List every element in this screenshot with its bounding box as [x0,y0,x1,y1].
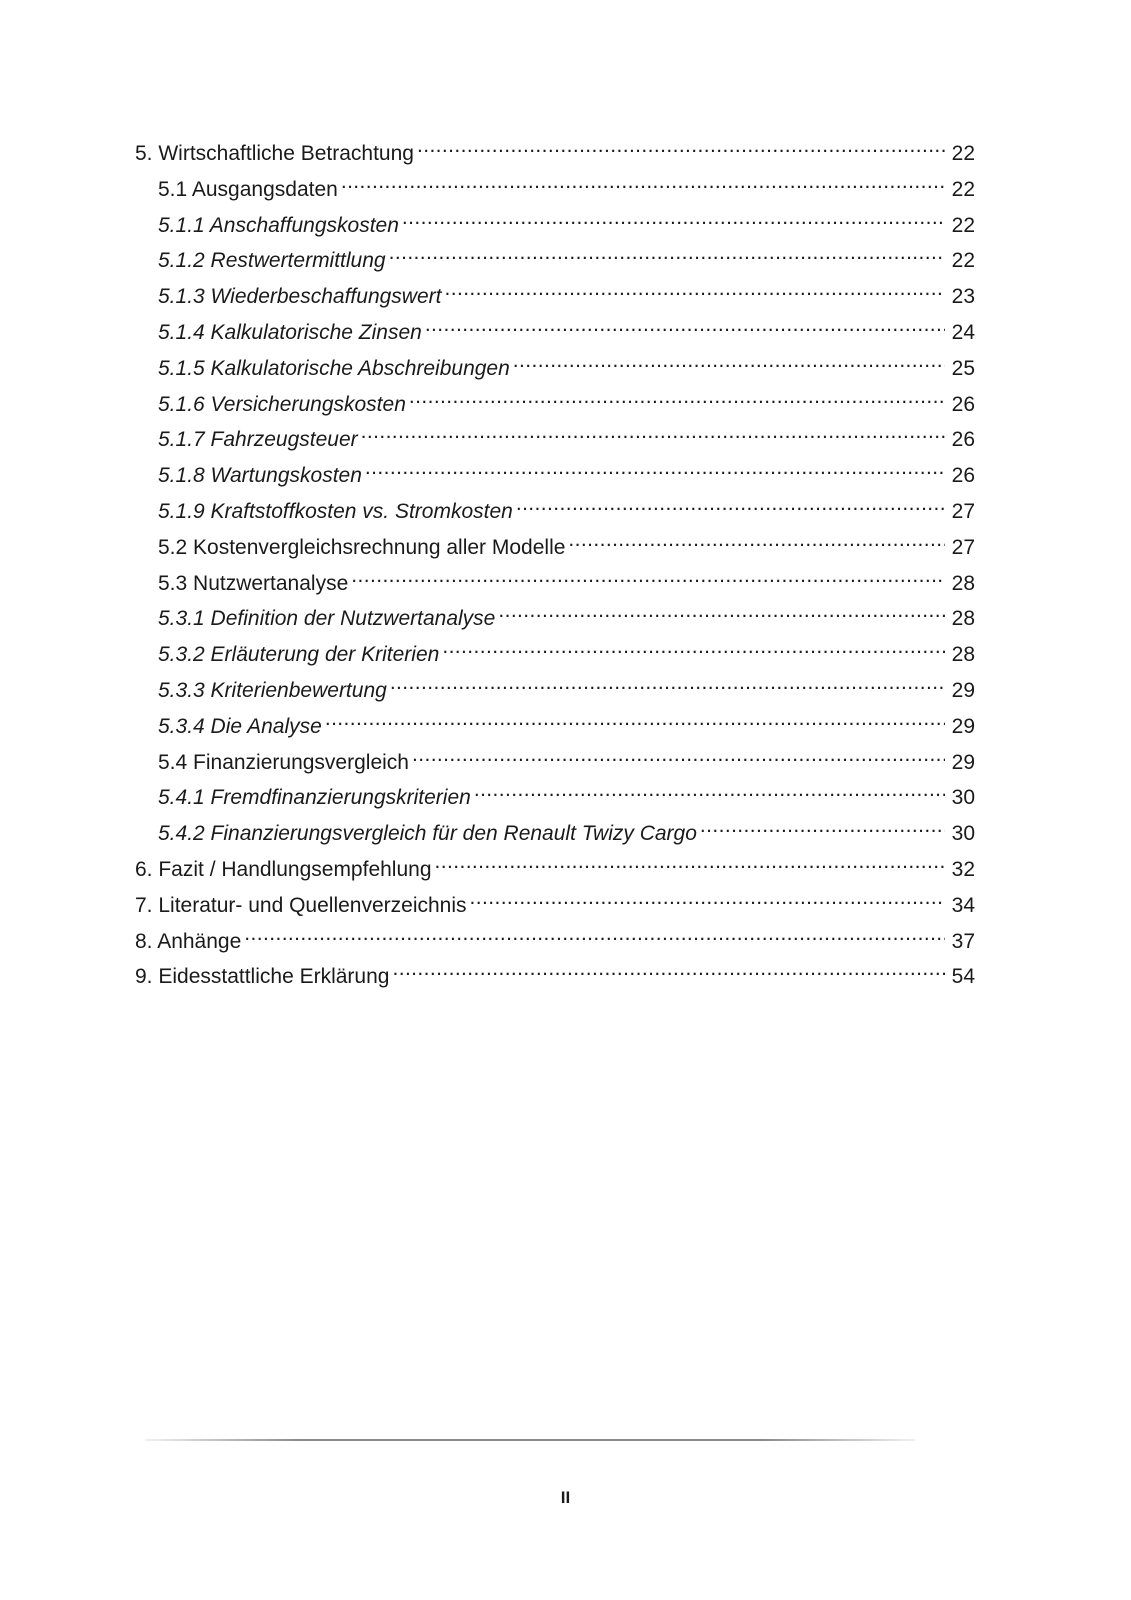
toc-leader-dots [435,848,945,876]
toc-leader-dots [409,383,945,411]
toc-entry-page: 24 [951,320,975,344]
toc-entry[interactable] [135,669,975,705]
toc-leader-dots [325,705,945,733]
toc-entry[interactable] [135,633,975,669]
toc-entry[interactable] [135,311,975,347]
toc-entry-label: 5.2 Kostenvergleichsrechnung aller Modelle [158,535,566,559]
toc-entry[interactable] [135,454,975,490]
toc-entry-label: 5.4.1 Fremdfinanzierungskriterien [158,786,471,810]
toc-entry-page: 30 [951,786,975,810]
toc-entry-label: 5.3.2 Erläuterung der Kriterien [158,643,440,667]
toc-entry[interactable] [135,776,975,812]
toc-entry-label: 5.4.2 Finanzierungsvergleich für den Renault Twizy Cargo [158,822,697,846]
page-number: II [560,1488,571,1507]
toc-leader-dots [341,168,945,196]
toc-leader-dots [392,955,945,983]
footer-divider [145,1439,915,1441]
toc-entry-page: 26 [951,464,975,488]
toc-entry-label: 5.1.7 Fahrzeugsteuer [158,428,358,452]
toc-entry[interactable] [135,597,975,633]
toc-entry-page: 26 [951,428,975,452]
toc-entry-page: 27 [951,499,975,523]
toc-entry-page: 29 [951,678,975,702]
toc-entry-page: 28 [951,607,975,631]
toc-entry-label: 7. Literatur- und Quellenverzeichnis [135,893,467,917]
toc-entry[interactable] [135,955,975,991]
toc-entry-label: 5.3.4 Die Analyse [158,714,322,738]
toc-entry-label: 5.1.8 Wartungskosten [158,464,362,488]
toc-leader-dots [361,418,945,446]
toc-leader-dots [390,669,945,697]
toc-entry-page: 29 [951,714,975,738]
toc-leader-dots [425,311,945,339]
toc-leader-dots [470,884,945,912]
toc-entry-page: 29 [951,750,975,774]
toc-entry-page: 22 [951,177,975,201]
toc-entry[interactable] [135,741,975,777]
toc-leader-dots [412,741,945,769]
toc-leader-dots [351,562,945,590]
toc-entry-page: 28 [951,571,975,595]
toc-entry-label: 8. Anhänge [135,929,242,953]
toc-entry-label: 5.1.3 Wiederbeschaffungswert [158,285,442,309]
toc-entry-label: 9. Eidesstattliche Erklärung [135,965,390,989]
toc-entry-page: 25 [951,356,975,380]
toc-leader-dots [516,490,945,518]
toc-leader-dots [498,597,945,625]
toc-entry[interactable] [135,884,975,920]
toc-entry[interactable] [135,347,975,383]
toc-entry-label: 5.1.2 Restwertermittlung [158,249,386,273]
toc-entry-label: 5.3.3 Kriterienbewertung [158,678,387,702]
toc-entry[interactable] [135,383,975,419]
toc-leader-dots [442,633,945,661]
toc-leader-dots [402,204,945,232]
toc-entry[interactable] [135,526,975,562]
toc-entry-page: 32 [951,857,975,881]
toc-entry-page: 22 [951,142,975,165]
toc-leader-dots [389,239,945,267]
toc-entry-label: 5.1.5 Kalkulatorische Abschreibungen [158,356,510,380]
toc-entry[interactable] [135,705,975,741]
toc-entry-page: 27 [951,535,975,559]
toc-leader-dots [474,776,945,804]
toc-entry[interactable] [135,239,975,275]
toc-entry-page: 26 [951,392,975,416]
toc-entry-label: 5.3 Nutzwertanalyse [158,571,349,595]
toc-entry[interactable] [135,848,975,884]
toc-entry-page: 22 [951,213,975,237]
toc-leader-dots [568,526,945,554]
toc-entry-label: 5.3.1 Definition der Nutzwertanalyse [158,607,496,631]
toc-entry[interactable] [135,168,975,204]
toc-entry[interactable] [135,812,975,848]
toc-entry[interactable] [135,490,975,526]
toc-entry-label: 5.1 Ausgangsdaten [158,177,338,201]
toc-entry-label: 5. Wirtschaftliche Betrachtung [135,142,414,165]
toc-leader-dots [365,454,945,482]
toc-entry[interactable] [135,204,975,240]
toc-leader-dots [417,132,945,160]
toc-entry[interactable] [135,418,975,454]
toc-entry[interactable] [135,132,975,168]
toc-entry[interactable] [135,275,975,311]
toc-entry-page: 23 [951,285,975,309]
toc-entry-page: 30 [951,822,975,846]
toc-entry[interactable] [135,920,975,956]
toc-entry-label: 5.1.1 Anschaffungskosten [158,213,399,237]
toc-entry-page: 34 [951,893,975,917]
toc-entry-label: 5.1.6 Versicherungskosten [158,392,406,416]
toc-entry-page: 28 [951,643,975,667]
toc-leader-dots [513,347,945,375]
toc-entry-page: 37 [951,929,975,953]
toc-entry-label: 6. Fazit / Handlungsempfehlung [135,857,432,881]
toc-entry-label: 5.1.4 Kalkulatorische Zinsen [158,320,422,344]
toc-leader-dots [244,920,945,948]
toc-leader-dots [700,812,945,840]
table-of-contents [135,132,975,991]
toc-entry-page: 54 [951,965,975,989]
toc-entry[interactable] [135,562,975,598]
toc-entry-label: 5.1.9 Kraftstoffkosten vs. Stromkosten [158,499,513,523]
toc-leader-dots [444,275,945,303]
toc-entry-label: 5.4 Finanzierungsvergleich [158,750,409,774]
toc-entry-page: 22 [951,249,975,273]
